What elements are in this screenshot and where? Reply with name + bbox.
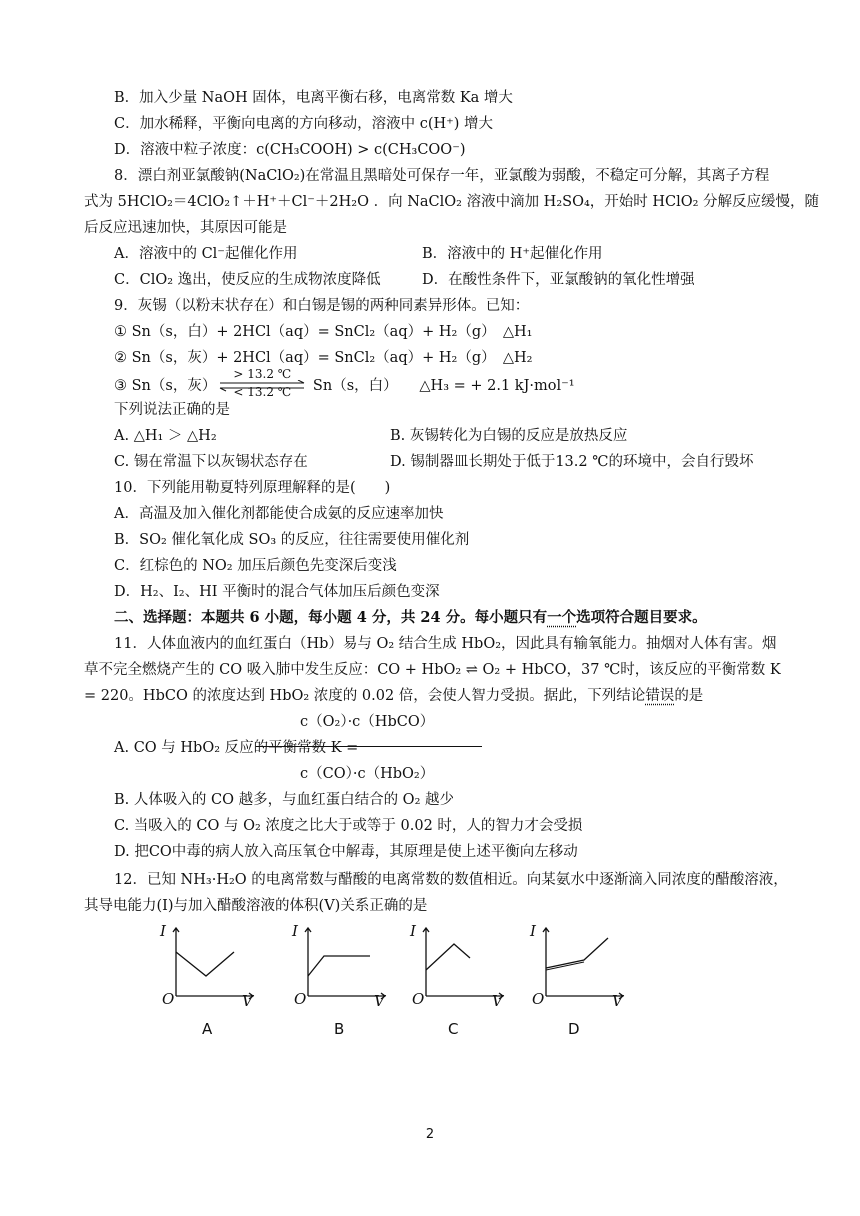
question-9-stem: 9．灰锡（以粉末状存在）和白锡是锡的两种同素异形体。已知： <box>114 298 530 314</box>
option-10D: D．H₂、I₂、HI 平衡时的混合气体加压后颜色变深 <box>114 584 440 600</box>
question-11-emphasis: 错误 <box>645 688 675 704</box>
graph-D-label: D <box>568 1020 580 1038</box>
graph-D-x-label: V <box>612 992 623 1010</box>
graph-C-origin: O <box>412 990 425 1008</box>
reaction-3 <box>114 367 575 399</box>
question-11-line1: 11．人体血液内的血红蛋白（Hb）易与 O₂ 结合生成 HbO₂，因此具有输氧能力。抽烟对人体有害。烟 <box>114 636 777 652</box>
option-9C: C. 锡在常温下以灰锡状态存在 <box>114 454 308 470</box>
option-7B: B．加入少量 NaOH 固体，电离平衡右移，电离常数 Ka 增大 <box>114 90 513 106</box>
arrow-condition-bottom: < 13.2 ℃ <box>233 385 292 399</box>
fraction-numerator: c（O₂）·c（HbCO） <box>300 714 435 730</box>
question-11-line3-a: = 220。HbCO 的浓度达到 HbO₂ 浓度的 0.02 倍，会使人智力受损。据此，下列结论 <box>84 688 646 704</box>
graph-A-label: A <box>202 1020 213 1038</box>
question-11-line3 <box>84 686 703 706</box>
graph-A <box>158 922 258 1038</box>
graph-D-origin: O <box>532 990 545 1008</box>
section-2-emphasis: 一个 <box>547 609 577 626</box>
reaction-3-left: ③ Sn（s，灰） <box>114 378 217 394</box>
graph-D-y-label: I <box>530 922 536 940</box>
question-8-line2: 式为 5HClO₂＝4ClO₂↑＋H⁺＋Cl⁻＋2H₂O ．向 NaClO₂ 溶液中滴加 H₂SO₄，开始时 HClO₂ 分解反应缓慢，随 <box>84 194 820 210</box>
fraction-bar <box>256 746 482 747</box>
question-12-line2: 其导电能力(I)与加入醋酸溶液的体积(V)关系正确的是 <box>84 898 428 914</box>
section-2-heading-a: 二、选择题：本题共 6 小题，每小题 4 分，共 24 分。每小题只有 <box>114 609 548 626</box>
option-10A: A．高温及加入催化剂都能使合成氨的反应速率加快 <box>114 506 444 522</box>
graph-C-y-label: I <box>410 922 416 940</box>
question-11-line2: 草不完全燃烧产生的 CO 吸入肺中发生反应：CO + HbO₂ ⇌ O₂ + HbCO，37 ℃时，该反应的平衡常数 K <box>84 662 781 678</box>
graph-B-label: B <box>334 1020 345 1038</box>
graph-C-x-label: V <box>492 992 503 1010</box>
option-8B: B．溶液中的 H⁺起催化作用 <box>422 246 603 262</box>
graph-A-y-label: I <box>160 922 166 940</box>
option-9D: D. 锡制器皿长期处于低于13.2 ℃的环境中，会自行毁坏 <box>390 454 754 470</box>
graph-C <box>408 922 508 1038</box>
option-9A: A. △H₁ ＞ △H₂ <box>114 428 217 444</box>
option-10C: C．红棕色的 NO₂ 加压后颜色先变深后变浅 <box>114 558 397 574</box>
fraction-denominator: c（CO）·c（HbO₂） <box>300 766 435 782</box>
question-12-line1: 12．已知 NH₃·H₂O 的电离常数与醋酸的电离常数的数值相近。向某氨水中逐渐滴入同浓度的醋酸溶液， <box>114 872 788 888</box>
question-8-line3: 后反应迅速加快，其原因可能是 <box>84 220 287 236</box>
option-9B: B. 灰锡转化为白锡的反应是放热反应 <box>390 428 628 444</box>
reaction-1: ① Sn（s，白）+ 2HCl（aq）= SnCl₂（aq）+ H₂（g） △H₁ <box>114 324 533 340</box>
option-11B: B. 人体吸入的 CO 越多，与血红蛋白结合的 O₂ 越少 <box>114 792 454 808</box>
question-11-line3-b: 的是 <box>674 688 704 704</box>
graph-B-x-label: V <box>374 992 385 1010</box>
graph-B-y-label: I <box>292 922 298 940</box>
arrow-condition-top: > 13.2 ℃ <box>233 367 292 381</box>
question-10-stem: 10．下列能用勒夏特列原理解释的是( ) <box>114 480 391 496</box>
reversible-arrow <box>216 367 308 399</box>
question-9-ask: 下列说法正确的是 <box>114 402 230 418</box>
option-8A: A．溶液中的 Cl⁻起催化作用 <box>114 246 298 262</box>
graph-B <box>290 922 390 1038</box>
graph-A-origin: O <box>162 990 175 1008</box>
graph-C-label: C <box>448 1020 459 1038</box>
section-2-heading-b: 选项符合题目要求。 <box>576 609 707 626</box>
option-10B: B．SO₂ 催化氧化成 SO₃ 的反应，往往需要使用催化剂 <box>114 532 470 548</box>
graph-A-x-label: V <box>242 992 253 1010</box>
reaction-2: ② Sn（s，灰）+ 2HCl（aq）= SnCl₂（aq）+ H₂（g） △H₂ <box>114 350 533 366</box>
question-8-line1: 8．漂白剂亚氯酸钠(NaClO₂)在常温且黑暗处可保存一年，亚氯酸为弱酸，不稳定可分解，其离子方程 <box>114 168 770 184</box>
graph-B-origin: O <box>294 990 307 1008</box>
option-7D: D．溶液中粒子浓度：c(CH₃COOH) > c(CH₃COO⁻) <box>114 142 466 158</box>
page-number: 2 <box>425 1127 435 1142</box>
option-8D: D．在酸性条件下，亚氯酸钠的氧化性增强 <box>422 272 695 288</box>
option-11C: C. 当吸入的 CO 与 O₂ 浓度之比大于或等于 0.02 时，人的智力才会受损 <box>114 818 583 834</box>
option-8C: C．ClO₂ 逸出，使反应的生成物浓度降低 <box>114 272 381 288</box>
reaction-3-right: Sn（s，白） △H₃ = + 2.1 kJ·mol⁻¹ <box>308 378 575 394</box>
section-2-heading <box>114 608 707 628</box>
option-11D: D. 把CO中毒的病人放入高压氧仓中解毒，其原理是使上述平衡向左移动 <box>114 844 578 860</box>
option-7C: C．加水稀释，平衡向电离的方向移动，溶液中 c(H⁺) 增大 <box>114 116 494 132</box>
graph-D <box>528 922 628 1038</box>
option-11A: A. CO 与 HbO₂ 反应的平衡常数 K = <box>114 740 359 756</box>
